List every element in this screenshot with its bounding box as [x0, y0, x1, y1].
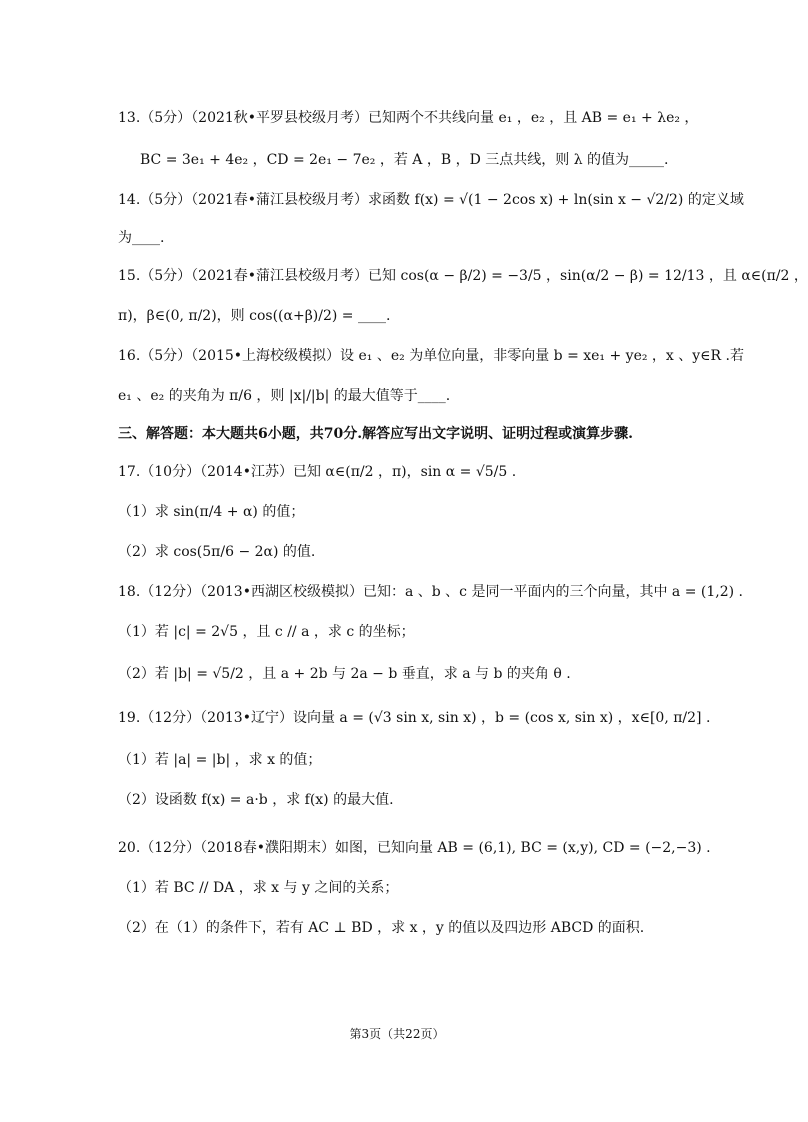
question-16-line-2: e₁ 、e₂ 的夹角为 π/6 ，则 |x|/|b| 的最大值等于____.	[118, 388, 451, 404]
page-footer: 第3页（共22页）	[349, 1027, 445, 1041]
question-13-line-1: 13.（5分）（2021秋•平罗县校级月考）已知两个不共线向量 e₁ ，e₂ ，且 AB = e₁ + λe₂ ，	[118, 110, 699, 126]
question-18-part-1: （1）若 |c| = 2√5 ，且 c // a ，求 c 的坐标；	[118, 624, 415, 640]
question-14-line-2: 为____.	[118, 230, 165, 246]
question-16-line-1: 16.（5分）（2015•上海校级模拟）设 e₁ 、e₂ 为单位向量，非零向量 b = xe₁ + ye₂ ，x 、y∈R .若	[118, 348, 744, 364]
question-19-part-1: （1）若 |a| = |b| ，求 x 的值；	[118, 752, 322, 768]
question-17-part-1: （1）求 sin(π/4 + α) 的值；	[118, 504, 305, 520]
question-19-stem: 19.（12分）（2013•辽宁）设向量 a = (√3 sin x, sin x) ，b = (cos x, sin x) ，x∈[0, π/2] .	[118, 710, 711, 726]
question-18-part-2: （2）若 |b| = √5/2 ，且 a + 2b 与 2a − b 垂直，求 a 与 b 的夹角 θ .	[118, 666, 571, 682]
question-17-part-2: （2）求 cos(5π/6 − 2α) 的值.	[118, 544, 316, 560]
question-14-line-1: 14.（5分）（2021春•蒲江县校级月考）求函数 f(x) = √(1 − 2cos x) + ln(sin x − √2/2) 的定义域	[118, 192, 744, 208]
question-18-stem: 18.（12分）（2013•西湖区校级模拟）已知：a 、b 、c 是同一平面内的三个向量，其中 a = (1,2) .	[118, 584, 743, 600]
question-19-part-2: （2）设函数 f(x) = a·b ，求 f(x) 的最大值.	[118, 792, 394, 808]
question-20-part-2: （2）在（1）的条件下，若有 AC ⊥ BD ，求 x ，y 的值以及四边形 ABCD 的面积.	[118, 920, 645, 936]
question-13-line-2: BC = 3e₁ + 4e₂ ，CD = 2e₁ − 7e₂ ，若 A ，B ，D 三点共线，则 λ 的值为_____.	[140, 152, 669, 168]
question-20-part-1: （1）若 BC // DA ，求 x 与 y 之间的关系；	[118, 880, 399, 896]
question-15-line-1: 15.（5分）（2021春•蒲江县校级月考）已知 cos(α − β/2) = −3/5 ，sin(α/2 − β) = 12/13 ，且 α∈(π/2 ，	[118, 268, 808, 284]
question-20-stem: 20.（12分）（2018春•濮阳期末）如图，已知向量 AB = (6,1), BC = (x,y), CD = (−2,−3) .	[118, 840, 711, 856]
question-15-line-2: π)，β∈(0, π/2)，则 cos((α+β)/2) = ____.	[118, 308, 391, 324]
section-heading: 三、解答题：本大题共6小题，共70分.解答应写出文字说明、证明过程或演算步骤.	[118, 426, 633, 442]
question-17-stem: 17.（10分）（2014•江苏）已知 α∈(π/2 ，π)，sin α = √5/5 .	[118, 464, 517, 480]
